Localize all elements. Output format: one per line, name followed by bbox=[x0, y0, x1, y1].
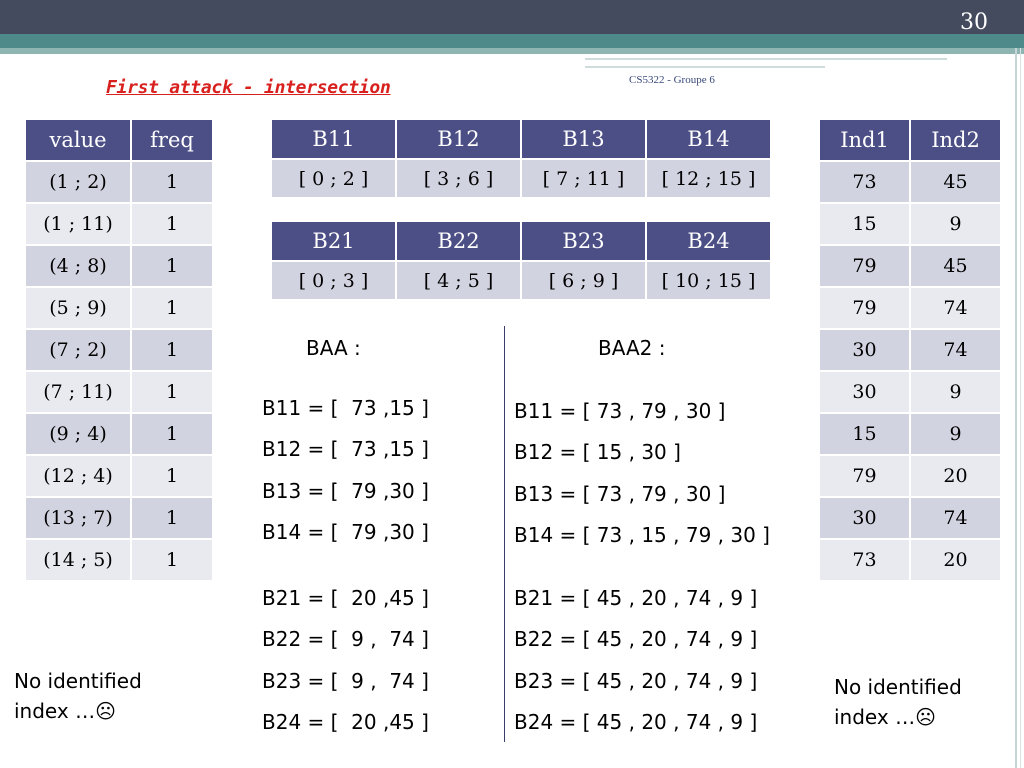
column-header: B13 bbox=[522, 120, 645, 158]
table-cell: 1 bbox=[132, 372, 212, 412]
table-cell: 20 bbox=[911, 456, 1000, 496]
baa2-line: B22 = [ 45 , 20 , 74 , 9 ] bbox=[514, 627, 758, 651]
column-header: value bbox=[26, 120, 130, 160]
table-cell: 30 bbox=[820, 498, 909, 538]
table-row bbox=[26, 330, 212, 370]
table-row bbox=[26, 246, 212, 286]
table-cell: (1 ; 2) bbox=[26, 162, 130, 202]
table-cell: 1 bbox=[132, 204, 212, 244]
decor-line bbox=[1015, 48, 1017, 768]
table-cell: (5 ; 9) bbox=[26, 288, 130, 328]
table-cell: 73 bbox=[820, 162, 909, 202]
frequency-table bbox=[24, 118, 214, 582]
table-row bbox=[820, 288, 1000, 328]
table-cell: 9 bbox=[911, 372, 1000, 412]
column-header: B14 bbox=[647, 120, 770, 158]
column-divider bbox=[504, 326, 505, 742]
decor-line bbox=[585, 58, 947, 60]
baa2-line: B14 = [ 73 , 15 , 79 , 30 ] bbox=[514, 523, 770, 547]
table-cell: 73 bbox=[820, 540, 909, 580]
table-cell: [ 12 ; 15 ] bbox=[647, 160, 770, 197]
table-row bbox=[820, 330, 1000, 370]
note-right-line: No identified bbox=[834, 675, 962, 699]
table-row bbox=[820, 456, 1000, 496]
table-cell: 1 bbox=[132, 162, 212, 202]
table-cell: [ 4 ; 5 ] bbox=[397, 262, 520, 299]
table-cell: [ 6 ; 9 ] bbox=[522, 262, 645, 299]
column-header: B22 bbox=[397, 222, 520, 260]
baa2-line: B21 = [ 45 , 20 , 74 , 9 ] bbox=[514, 586, 758, 610]
table-row bbox=[26, 498, 212, 538]
table-cell: (12 ; 4) bbox=[26, 456, 130, 496]
baa-line: B12 = [ 73 ,15 ] bbox=[262, 437, 429, 461]
baa-line: B24 = [ 20 ,45 ] bbox=[262, 710, 429, 734]
note-right-line: index …☹ bbox=[834, 705, 936, 729]
table-row bbox=[26, 414, 212, 454]
baa2-line: B12 = [ 15 , 30 ] bbox=[514, 440, 681, 464]
table-row bbox=[820, 414, 1000, 454]
table-row bbox=[26, 204, 212, 244]
baa2-heading: BAA2 : bbox=[598, 336, 666, 360]
bucket-table-2 bbox=[270, 220, 772, 301]
baa2-line: B13 = [ 73 , 79 , 30 ] bbox=[514, 482, 726, 506]
table-cell: [ 0 ; 2 ] bbox=[272, 160, 395, 197]
table-row bbox=[820, 372, 1000, 412]
table-cell: 74 bbox=[911, 498, 1000, 538]
table-cell: (13 ; 7) bbox=[26, 498, 130, 538]
baa-line: B13 = [ 79 ,30 ] bbox=[262, 479, 429, 503]
table-cell: (14 ; 5) bbox=[26, 540, 130, 580]
column-header: freq bbox=[132, 120, 212, 160]
table-cell: 1 bbox=[132, 246, 212, 286]
table-cell: (9 ; 4) bbox=[26, 414, 130, 454]
table-cell: [ 0 ; 3 ] bbox=[272, 262, 395, 299]
baa-line: B22 = [ 9 , 74 ] bbox=[262, 627, 429, 651]
header-accent-bar bbox=[0, 34, 1024, 48]
slide-title: First attack - intersection bbox=[106, 77, 391, 98]
table-cell: 1 bbox=[132, 414, 212, 454]
bucket-table-1 bbox=[270, 118, 772, 199]
table-cell: 20 bbox=[911, 540, 1000, 580]
table-row bbox=[820, 540, 1000, 580]
table-cell: 1 bbox=[132, 540, 212, 580]
baa2-line: B23 = [ 45 , 20 , 74 , 9 ] bbox=[514, 669, 758, 693]
table-cell: 1 bbox=[132, 330, 212, 370]
table-cell: [ 3 ; 6 ] bbox=[397, 160, 520, 197]
table-cell: (4 ; 8) bbox=[26, 246, 130, 286]
column-header: B12 bbox=[397, 120, 520, 158]
table-row bbox=[820, 204, 1000, 244]
table-cell: 15 bbox=[820, 204, 909, 244]
baa-line: B14 = [ 79 ,30 ] bbox=[262, 520, 429, 544]
table-cell: 79 bbox=[820, 456, 909, 496]
column-header: B11 bbox=[272, 120, 395, 158]
column-header: B23 bbox=[522, 222, 645, 260]
note-left-line: index …☹ bbox=[14, 699, 116, 723]
table-cell: 74 bbox=[911, 288, 1000, 328]
table-row bbox=[26, 288, 212, 328]
header-bar bbox=[0, 0, 1024, 34]
table-cell: 1 bbox=[132, 498, 212, 538]
column-header: B24 bbox=[647, 222, 770, 260]
table-cell: (7 ; 2) bbox=[26, 330, 130, 370]
table-cell: 1 bbox=[132, 456, 212, 496]
table-cell: 9 bbox=[911, 204, 1000, 244]
table-cell: 15 bbox=[820, 414, 909, 454]
decor-line bbox=[585, 66, 825, 68]
table-row bbox=[820, 162, 1000, 202]
baa2-line: B11 = [ 73 , 79 , 30 ] bbox=[514, 399, 726, 423]
table-row bbox=[820, 246, 1000, 286]
note-left-line: No identified bbox=[14, 669, 142, 693]
slide-number: 30 bbox=[960, 10, 988, 35]
header-accent-bar-light bbox=[0, 48, 1024, 54]
table-cell: (1 ; 11) bbox=[26, 204, 130, 244]
baa-line: B11 = [ 73 ,15 ] bbox=[262, 396, 429, 420]
course-label: CS5322 - Groupe 6 bbox=[629, 74, 715, 86]
decor-line bbox=[1020, 48, 1021, 768]
table-row bbox=[26, 162, 212, 202]
baa-line: B23 = [ 9 , 74 ] bbox=[262, 669, 429, 693]
column-header: Ind2 bbox=[911, 120, 1000, 160]
baa-line: B21 = [ 20 ,45 ] bbox=[262, 586, 429, 610]
table-cell: 30 bbox=[820, 330, 909, 370]
column-header: B21 bbox=[272, 222, 395, 260]
column-header: Ind1 bbox=[820, 120, 909, 160]
table-cell: 30 bbox=[820, 372, 909, 412]
table-cell: (7 ; 11) bbox=[26, 372, 130, 412]
table-cell: 1 bbox=[132, 288, 212, 328]
table-cell: 79 bbox=[820, 288, 909, 328]
table-row bbox=[26, 540, 212, 580]
table-cell: 45 bbox=[911, 162, 1000, 202]
baa2-line: B24 = [ 45 , 20 , 74 , 9 ] bbox=[514, 710, 758, 734]
table-cell: 79 bbox=[820, 246, 909, 286]
index-table bbox=[818, 118, 1002, 582]
table-cell: [ 7 ; 11 ] bbox=[522, 160, 645, 197]
table-cell: 45 bbox=[911, 246, 1000, 286]
table-row bbox=[820, 498, 1000, 538]
table-cell: [ 10 ; 15 ] bbox=[647, 262, 770, 299]
table-row bbox=[26, 456, 212, 496]
table-cell: 74 bbox=[911, 330, 1000, 370]
baa-heading: BAA : bbox=[306, 336, 361, 360]
table-cell: 9 bbox=[911, 414, 1000, 454]
table-row bbox=[26, 372, 212, 412]
